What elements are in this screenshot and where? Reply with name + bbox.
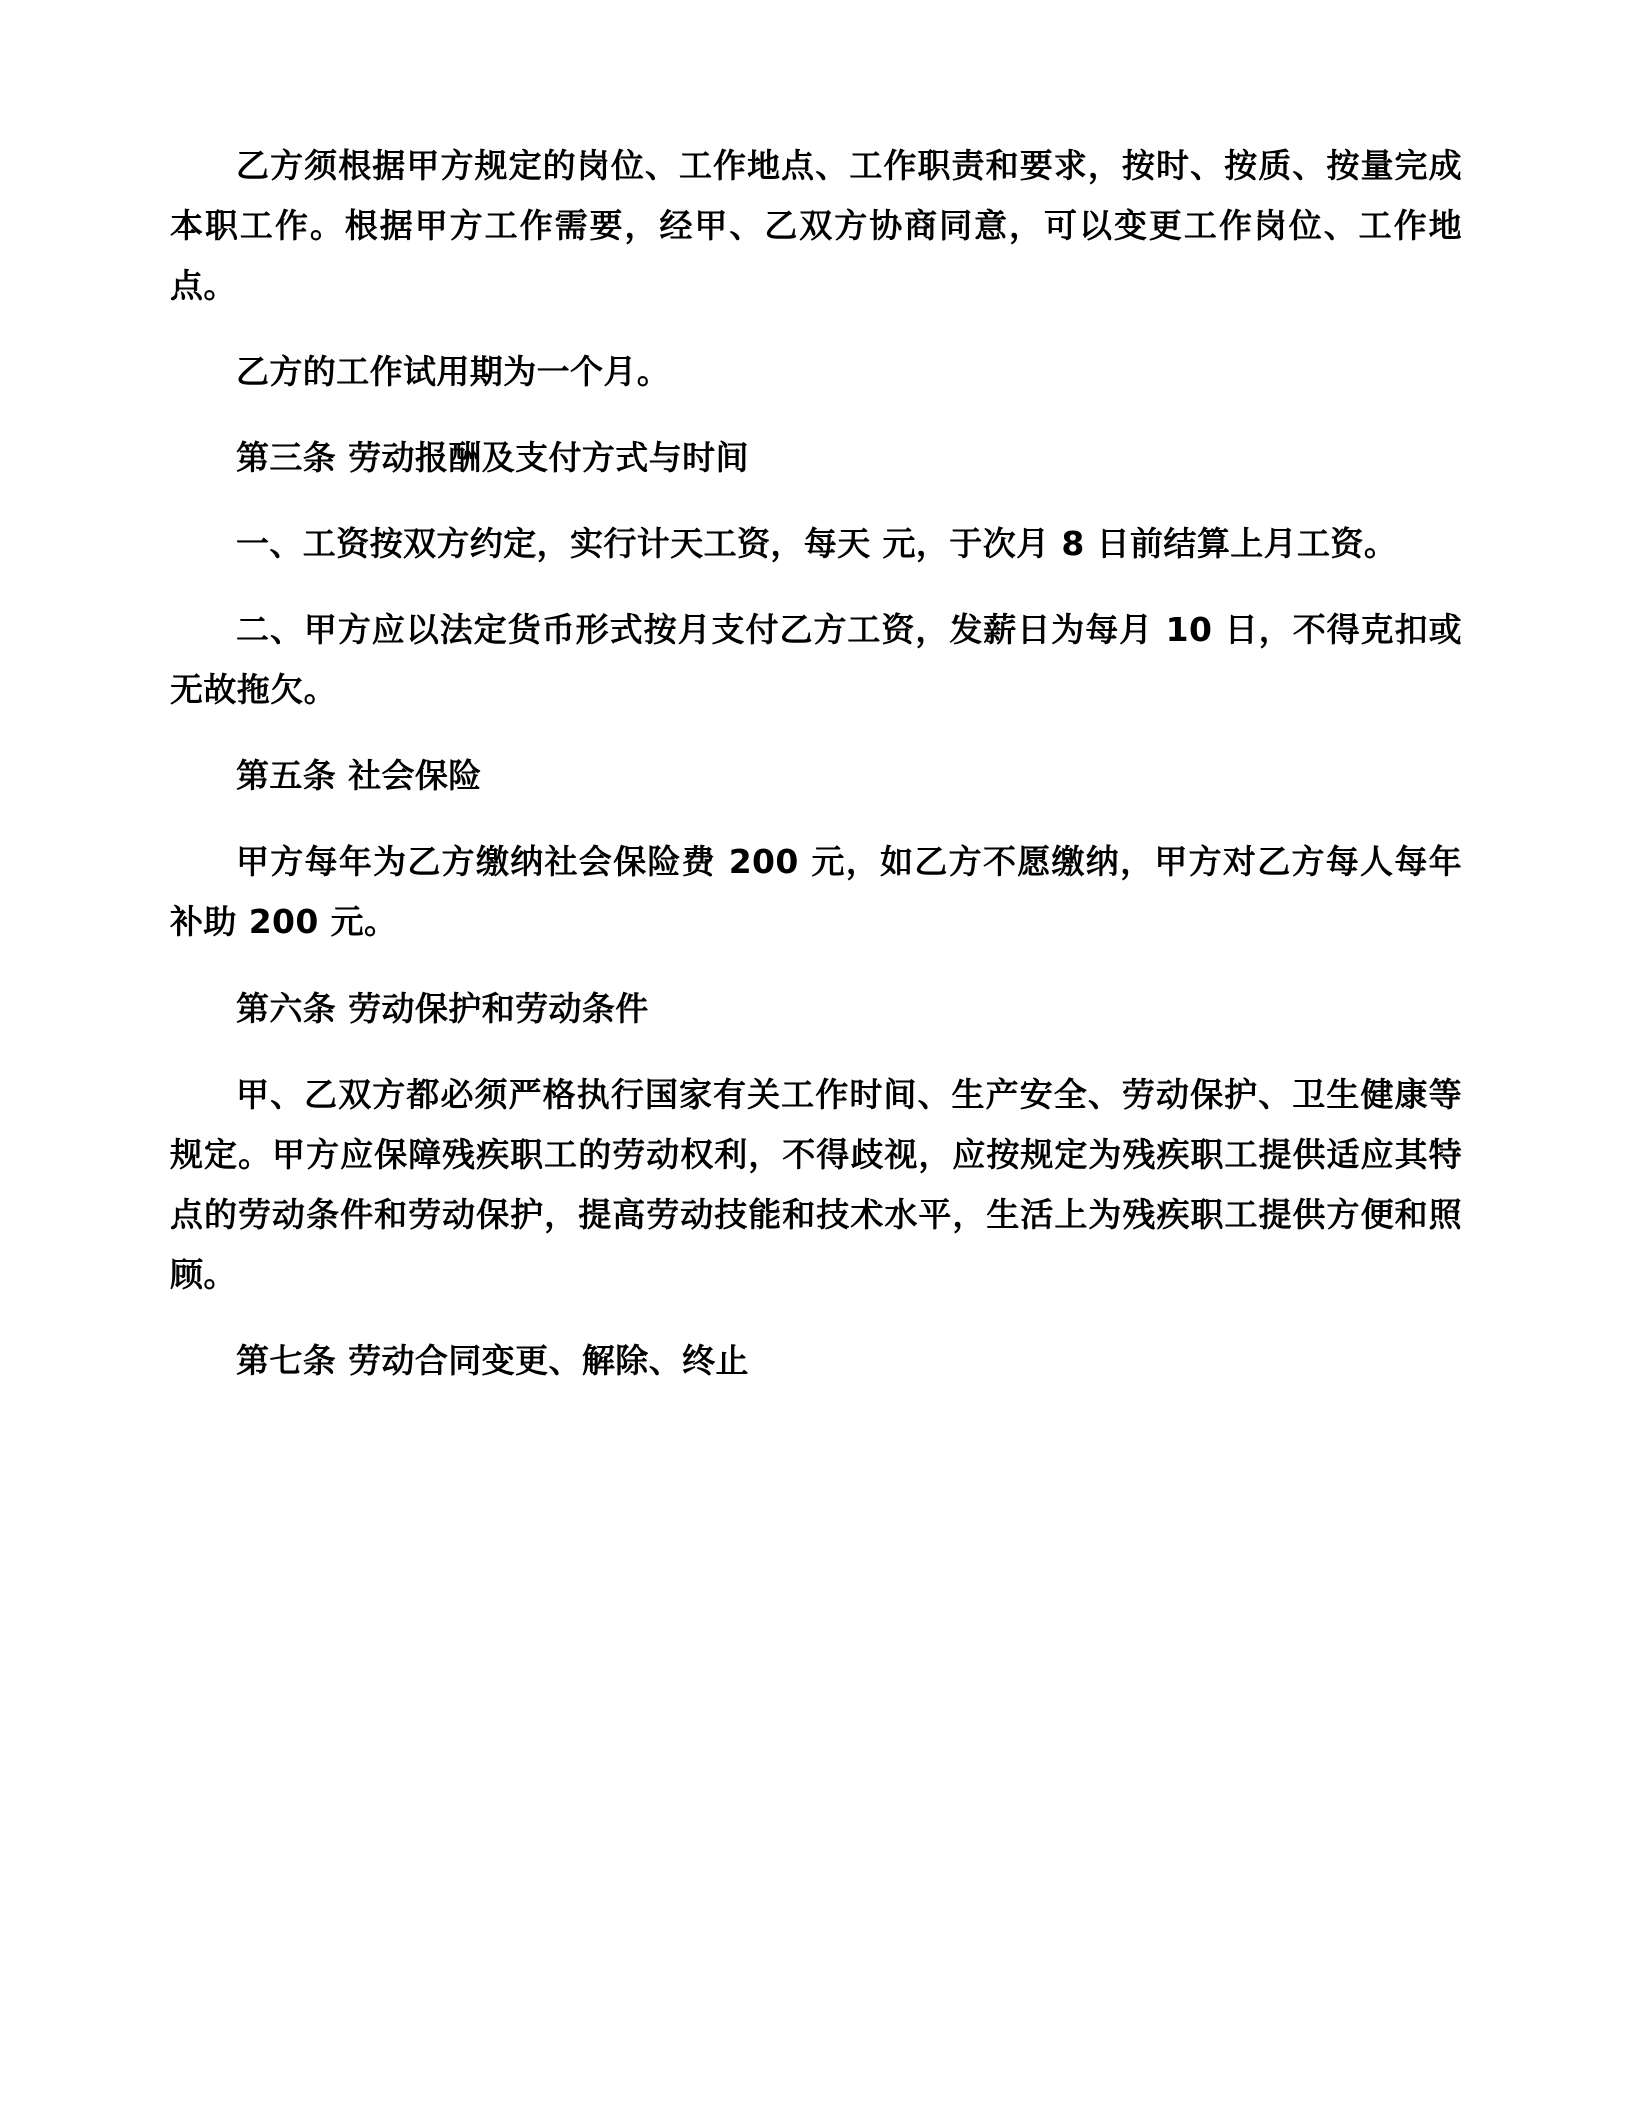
paragraph-duties: 乙方须根据甲方规定的岗位、工作地点、工作职责和要求，按时、按质、按量完成本职工作。根据甲方工作需要，经甲、乙双方协商同意，可以变更工作岗位、工作地点。 xyxy=(170,146,1462,306)
paragraph-article-3-item-2: 二、甲方应以法定货币形式按月支付乙方工资，发薪日为每月 10 日，不得克扣或无故拖欠。 xyxy=(170,610,1462,710)
paragraph-article-5-body: 甲方每年为乙方缴纳社会保险费 200 元，如乙方不愿缴纳，甲方对乙方每人每年补助 200 元。 xyxy=(170,842,1462,942)
paragraph-probation: 乙方的工作试用期为一个月。 xyxy=(236,352,671,392)
heading-article-5: 第五条 社会保险 xyxy=(236,756,482,796)
paragraph-article-3-item-1: 一、工资按双方约定，实行计天工资，每天 元，于次月 8 日前结算上月工资。 xyxy=(236,524,1398,564)
heading-article-3: 第三条 劳动报酬及支付方式与时间 xyxy=(236,438,749,478)
heading-article-6: 第六条 劳动保护和劳动条件 xyxy=(236,988,649,1028)
heading-article-7: 第七条 劳动合同变更、解除、终止 xyxy=(236,1340,749,1380)
paragraph-article-6-body: 甲、乙双方都必须严格执行国家有关工作时间、生产安全、劳动保护、卫生健康等规定。甲方应保障残疾职工的劳动权利，不得歧视，应按规定为残疾职工提供适应其特点的劳动条件和劳动保护，提高劳动技能和技术水平，生活上为残疾职工提供方便和照顾。 xyxy=(170,1074,1462,1294)
document-body xyxy=(170,136,1462,1391)
